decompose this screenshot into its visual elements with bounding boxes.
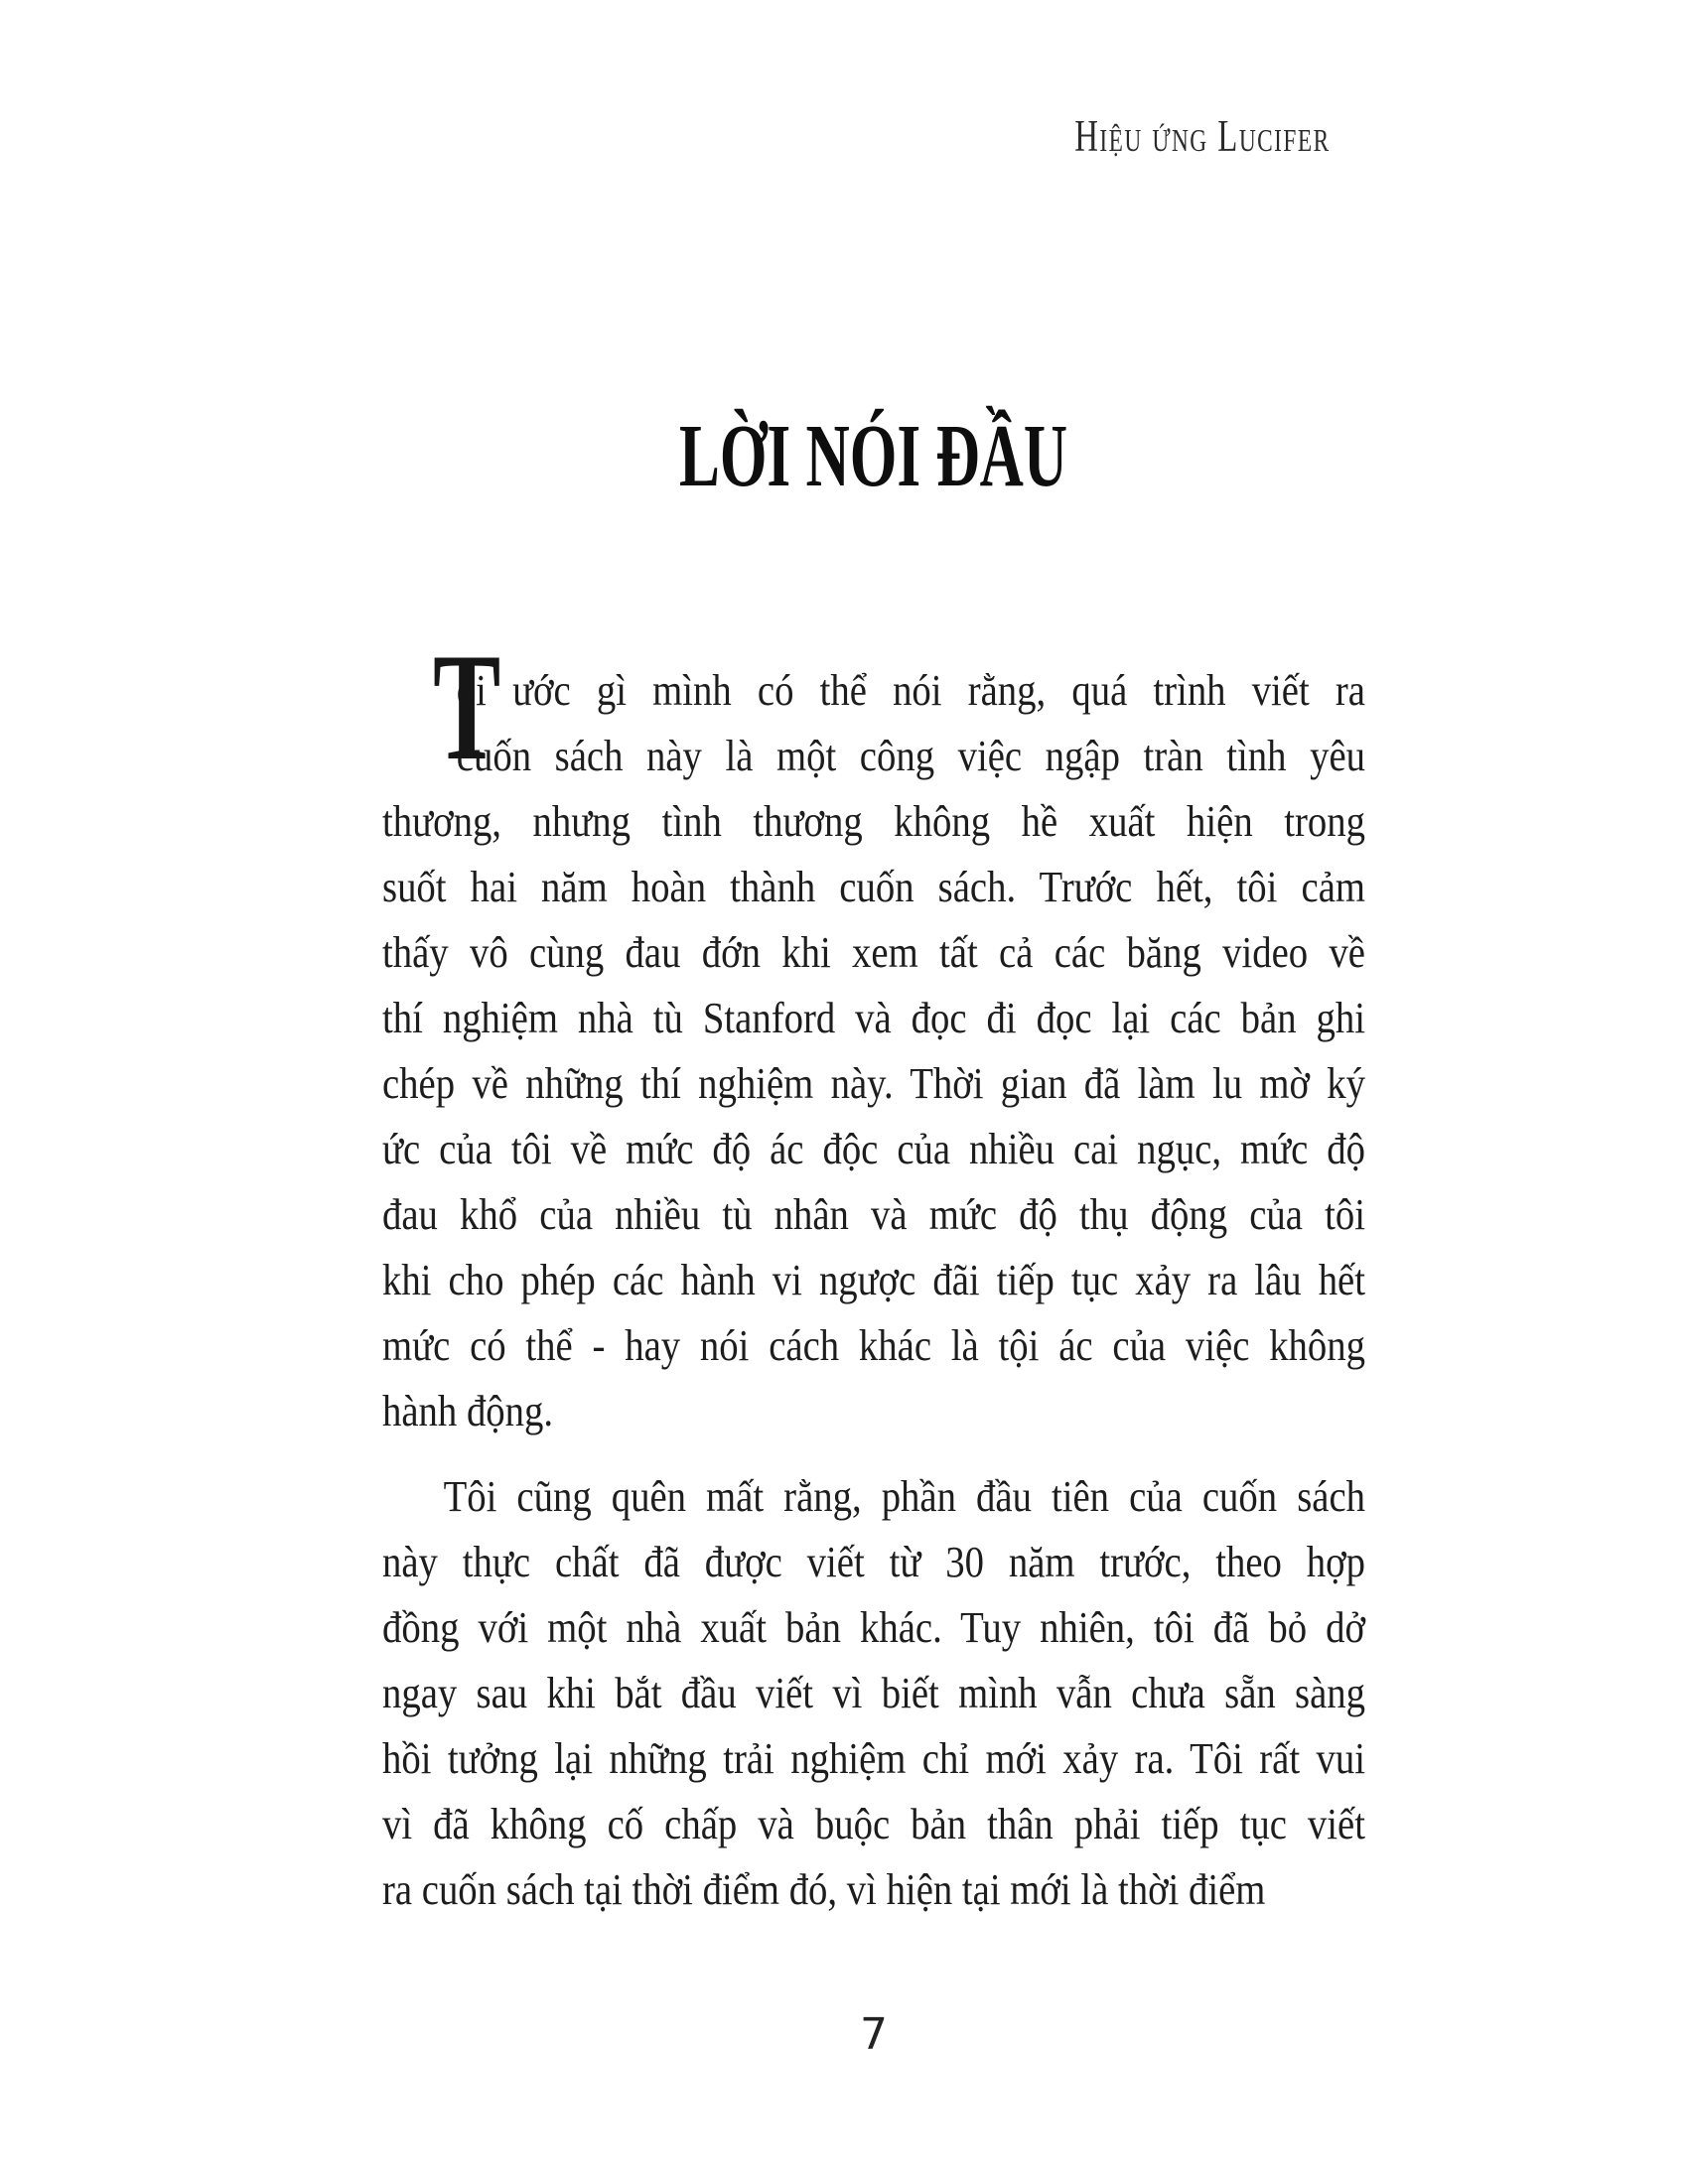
- text-line: chép về những thí nghiệm này. Thời gian đã làm lu mờ ký: [382, 1059, 1365, 1108]
- text-line: thí nghiệm nhà tù Stanford và đọc đi đọc lại các bản ghi: [382, 994, 1365, 1042]
- text-line: thương, nhưng tình thương không hề xuất hiện trong: [382, 797, 1365, 846]
- text-line: khi cho phép các hành vi ngược đãi tiếp tục xảy ra lâu hết: [382, 1256, 1365, 1304]
- running-header: [382, 111, 1331, 161]
- text-line: ôi ước gì mình có thể nói rằng, quá trình viết ra: [456, 666, 1365, 715]
- text-line: đồng với một nhà xuất bản khác. Tuy nhiên, tôi đã bỏ dở: [382, 1603, 1365, 1652]
- running-header-text: Hiệu ứng Lucifer: [1074, 111, 1331, 161]
- text-line: ngay sau khi bắt đầu viết vì biết mình vẫn chưa sẵn sàng: [382, 1669, 1365, 1717]
- page-title: [382, 407, 1365, 506]
- text-line: Tôi cũng quên mất rằng, phần đầu tiên của cuốn sách: [443, 1472, 1366, 1521]
- text-line: suốt hai năm hoàn thành cuốn sách. Trước hết, tôi cảm: [382, 863, 1365, 911]
- text-line: ức của tôi về mức độ ác độc của nhiều cai ngục, mức độ: [382, 1125, 1365, 1173]
- text-line: ra cuốn sách tại thời điểm đó, vì hiện tại mới là thời điểm: [382, 1865, 1266, 1914]
- text-line: đau khổ của nhiều tù nhân và mức độ thụ động của tôi: [382, 1190, 1365, 1239]
- page-number: 7: [860, 2009, 888, 2060]
- text-line: vì đã không cố chấp và buộc bản thân phải tiếp tục viết: [382, 1800, 1365, 1848]
- body-text: [382, 621, 1366, 1923]
- text-line: cuốn sách này là một công việc ngập tràn tình yêu: [456, 732, 1365, 780]
- drop-cap: [382, 621, 501, 792]
- text-line: hồi tưởng lại những trải nghiệm chỉ mới xảy ra. Tôi rất vui: [382, 1734, 1365, 1783]
- text-line: thấy vô cùng đau đớn khi xem tất cả các băng video về: [382, 928, 1365, 977]
- drop-cap-letter: T: [433, 621, 501, 792]
- paragraph-1: [382, 621, 1365, 1444]
- text-line: này thực chất đã được viết từ 30 năm trước, theo hợp: [382, 1538, 1365, 1586]
- text-line: hành động.: [382, 1387, 554, 1435]
- paragraph-2: [382, 1464, 1365, 1923]
- page-title-text: LỜI NÓI ĐẦU: [679, 407, 1068, 505]
- text-line: mức có thể - hay nói cách khác là tội ác của việc không: [382, 1321, 1365, 1370]
